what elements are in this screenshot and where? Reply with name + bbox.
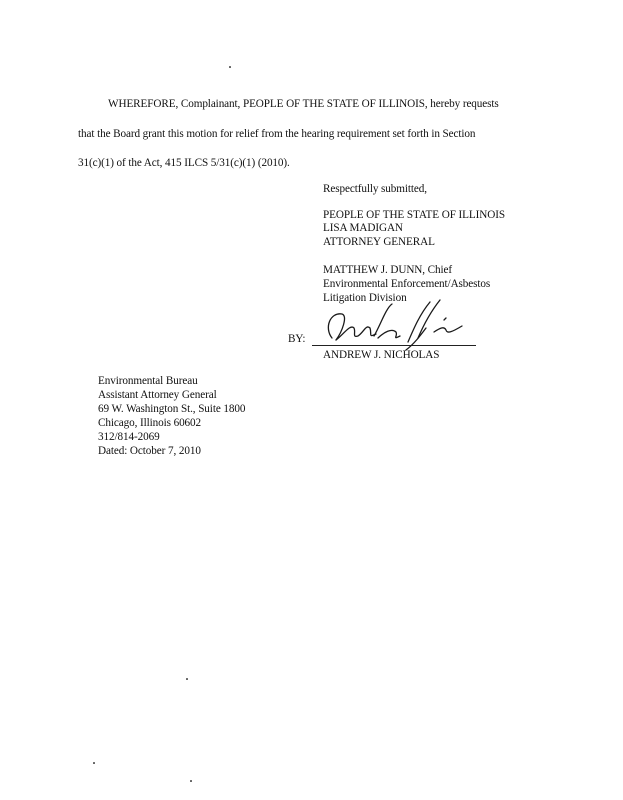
party-line-3: ATTORNEY GENERAL [323, 236, 435, 248]
scan-speck [190, 780, 192, 782]
handwritten-signature [322, 298, 472, 356]
address-line-5: 312/814-2069 [98, 431, 160, 443]
by-label: BY: [288, 333, 306, 345]
closing-text: Respectfully submitted, [323, 183, 427, 195]
signer-name: ANDREW J. NICHOLAS [323, 349, 440, 361]
scan-speck [186, 678, 188, 680]
body-line-3: 31(c)(1) of the Act, 415 ILCS 5/31(c)(1) (2010). [78, 157, 290, 169]
address-line-2: Assistant Attorney General [98, 389, 217, 401]
chief-line-2: Environmental Enforcement/Asbestos [323, 278, 491, 290]
chief-line-3: Litigation Division [323, 292, 407, 304]
body-line-2: that the Board grant this motion for relief from the hearing requirement set forth in Section [78, 128, 476, 140]
party-line-2: LISA MADIGAN [323, 222, 403, 234]
address-line-3: 69 W. Washington St., Suite 1800 [98, 403, 246, 415]
address-line-6: Dated: October 7, 2010 [98, 445, 201, 457]
party-line-1: PEOPLE OF THE STATE OF ILLINOIS [323, 209, 505, 221]
scan-speck [229, 66, 231, 68]
address-line-1: Environmental Bureau [98, 375, 198, 387]
chief-line-1: MATTHEW J. DUNN, Chief [323, 264, 453, 276]
body-line-1: WHEREFORE, Complainant, PEOPLE OF THE STATE OF ILLINOIS, hereby requests [108, 98, 499, 110]
scan-speck [93, 762, 95, 764]
address-line-4: Chicago, Illinois 60602 [98, 417, 202, 429]
